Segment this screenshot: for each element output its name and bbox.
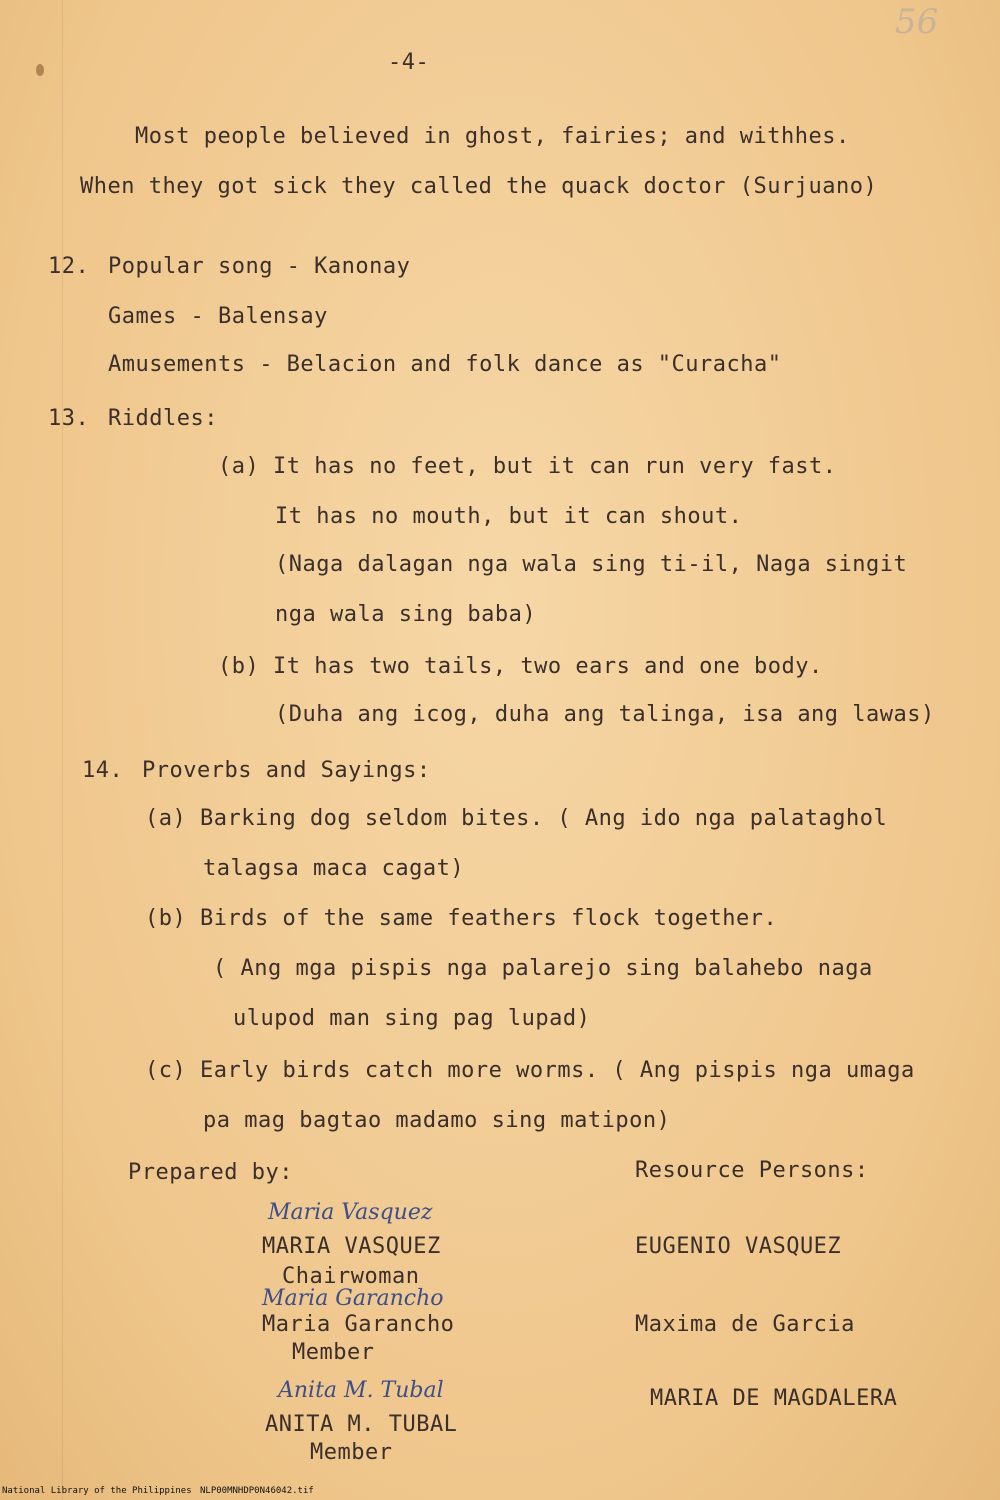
signature-anita-tubal: Anita M. Tubal	[278, 1378, 444, 1403]
proverb-b-line-1: (b) Birds of the same feathers flock together.	[145, 906, 778, 931]
amusements-line: Amusements - Belacion and folk dance as "Curacha"	[108, 352, 782, 377]
signature-maria-garancho: Maria Garancho	[262, 1286, 444, 1311]
signature-maria-vasquez: Maria Vasquez	[268, 1200, 433, 1225]
preparer-1-name: MARIA VASQUEZ	[262, 1234, 441, 1259]
proverb-a-line-1: (a) Barking dog seldom bites. ( Ang ido nga palataghol	[145, 806, 888, 831]
page-number: -4-	[388, 50, 430, 75]
riddle-b-line-2: (Duha ang icog, duha ang talinga, isa ang lawas)	[275, 702, 935, 727]
footer-library-name: National Library of the Philippines	[2, 1486, 192, 1496]
riddle-b-line-1: (b) It has two tails, two ears and one body.	[218, 654, 823, 679]
resource-person-3: MARIA DE MAGDALERA	[650, 1386, 898, 1411]
riddle-a-line-4: nga wala sing baba)	[275, 602, 537, 627]
games-line: Games - Balensay	[108, 304, 328, 329]
proverb-c-line-1: (c) Early birds catch more worms. ( Ang pispis nga umaga	[145, 1058, 915, 1083]
riddle-a-line-3: (Naga dalagan nga wala sing ti-il, Naga singit	[275, 552, 908, 577]
proverb-b-line-3: ulupod man sing pag lupad)	[233, 1006, 591, 1031]
popular-song-line: Popular song - Kanonay	[108, 254, 411, 279]
ink-spot	[36, 64, 44, 76]
handwritten-page-number: 56	[895, 2, 939, 42]
section-12-number: 12.	[48, 254, 90, 279]
proverb-c-line-2: pa mag bagtao madamo sing matipon)	[203, 1108, 671, 1133]
prepared-by-label: Prepared by:	[128, 1160, 293, 1185]
preparer-1-role: Chairwoman	[282, 1264, 420, 1289]
proverb-b-line-2: ( Ang mga pispis nga palarejo sing balahebo naga	[213, 956, 873, 981]
preparer-3-name: ANITA M. TUBAL	[265, 1412, 458, 1437]
section-14-number: 14.	[82, 758, 124, 783]
resource-person-1: EUGENIO VASQUEZ	[635, 1234, 842, 1259]
section-13-number: 13.	[48, 406, 90, 431]
preparer-2-name: Maria Garancho	[262, 1312, 455, 1337]
resource-person-2: Maxima de Garcia	[635, 1312, 855, 1337]
resource-persons-label: Resource Persons:	[635, 1158, 869, 1183]
footer-file-name: NLP00MNHDP0N46042.tif	[200, 1486, 314, 1496]
page-fold-line	[62, 0, 63, 1500]
preparer-3-role: Member	[310, 1440, 393, 1465]
riddle-a-line-2: It has no mouth, but it can shout.	[275, 504, 743, 529]
intro-line-2: When they got sick they called the quack doctor (Surjuano)	[80, 174, 878, 199]
proverb-a-line-2: talagsa maca cagat)	[203, 856, 465, 881]
proverbs-heading: Proverbs and Sayings:	[142, 758, 431, 783]
riddles-heading: Riddles:	[108, 406, 218, 431]
intro-line-1: Most people believed in ghost, fairies; and withhes.	[135, 124, 850, 149]
preparer-2-role: Member	[292, 1340, 375, 1365]
riddle-a-line-1: (a) It has no feet, but it can run very fast.	[218, 454, 837, 479]
